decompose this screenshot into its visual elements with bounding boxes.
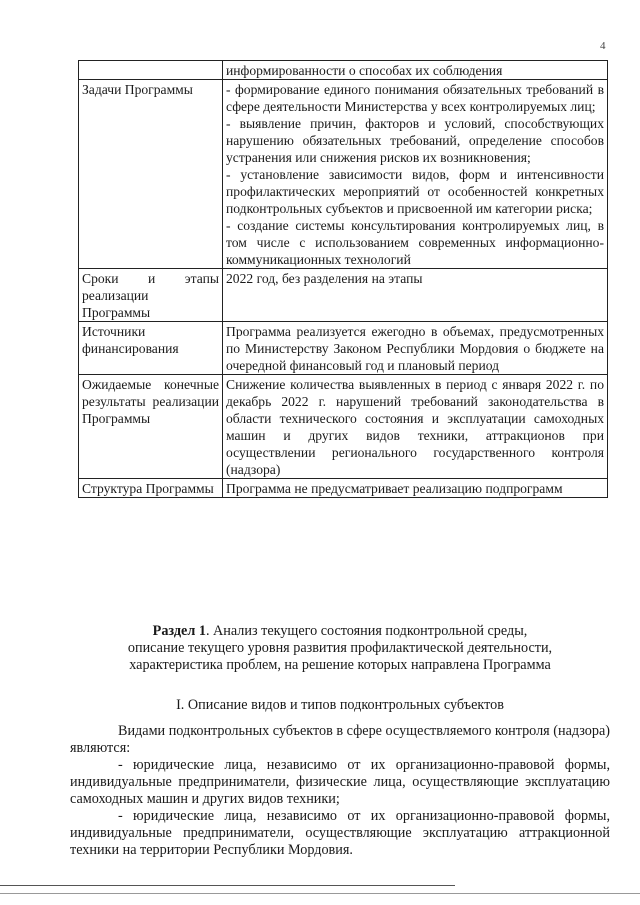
cell-paragraph: Программа не предусматривает реализацию подпрограмм — [226, 481, 563, 496]
table-cell-label: Источники финансирования — [79, 322, 223, 375]
cell-paragraph: 2022 год, без разделения на этапы — [226, 271, 423, 286]
table-cell-value — [223, 322, 608, 375]
table-cell-value — [223, 479, 608, 498]
cell-paragraph: - формирование единого понимания обязательных требований в сфере деятельности Министерства у всех контролируемых лиц; — [226, 82, 604, 114]
body-text — [70, 723, 610, 859]
body-paragraph: Видами подконтрольных субъектов в сфере осуществляемого контроля (надзора) являются: — [70, 723, 610, 756]
table-cell-value — [223, 269, 608, 322]
cell-paragraph: - установление зависимости видов, форм и интенсивности профилактических мероприятий от особенностей конкретных подконтрольных субъектов и присвоенной им категории риска; — [226, 167, 604, 216]
table-cell-label: Сроки и этапы реализации Программы — [79, 269, 223, 322]
body-paragraph: - юридические лица, независимо от их организационно-правовой формы, индивидуальные предприниматели, осуществляющие эксплуатацию аттракционной техники на территории Республики Мордовия. — [70, 808, 610, 858]
cell-paragraph: - создание системы консультирования контролируемых лиц, в том числе с использованием современных информационно-коммуникационных технологий — [226, 218, 604, 267]
section-heading-rest: . Анализ текущего состояния подконтрольной среды, — [205, 623, 528, 639]
page-number: 4 — [600, 40, 606, 52]
table-row — [79, 322, 608, 375]
table-cell-label: Структура Программы — [79, 479, 223, 498]
table-cell-value — [223, 61, 608, 80]
page-edge-line — [0, 893, 640, 894]
cell-paragraph: Снижение количества выявленных в период с января 2022 г. по декабрь 2022 г. нарушений требований законодательства в области технического состояния и эксплуатации самоходных машин и других видов техники, аттракционов при осуществлении регионального государственного контроля (надзора) — [226, 377, 604, 477]
table-cell-value — [223, 375, 608, 479]
page-edge-line — [0, 885, 455, 886]
table-cell-label — [79, 61, 223, 80]
cell-paragraph: Программа реализуется ежегодно в объемах, предусмотренных по Министерству Законом Республики Мордовия о бюджете на очередной финансовый год и плановый период — [226, 324, 604, 373]
program-passport-table — [78, 60, 608, 498]
section-heading-line: характеристика проблем, на решение которых направлена Программа — [129, 657, 551, 673]
section-heading-line — [70, 623, 610, 640]
table-cell-label: Ожидаемые конечные результаты реализации Программы — [79, 375, 223, 479]
section-heading-line: описание текущего уровня развития профилактической деятельности, — [127, 640, 553, 656]
table-cell-value — [223, 80, 608, 269]
table-row — [79, 80, 608, 269]
table-cell-label: Задачи Программы — [79, 80, 223, 269]
cell-paragraph: информированности о способах их соблюдения — [226, 63, 503, 78]
subsection-heading: I. Описание видов и типов подконтрольных субъектов — [176, 697, 504, 713]
section-heading-bold: Раздел 1 — [152, 623, 206, 639]
table-row — [79, 479, 608, 498]
cell-paragraph: - выявление причин, факторов и условий, способствующих нарушению обязательных требований, определение способов устранения или снижения рисков их возникновения; — [226, 116, 604, 165]
table-row — [79, 269, 608, 322]
section-heading — [70, 623, 610, 674]
table-row — [79, 61, 608, 80]
body-paragraph: - юридические лица, независимо от их организационно-правовой формы, индивидуальные предприниматели, физические лица, осуществляющие эксплуатацию самоходных машин и других видов техники; — [70, 757, 610, 807]
table-row — [79, 375, 608, 479]
